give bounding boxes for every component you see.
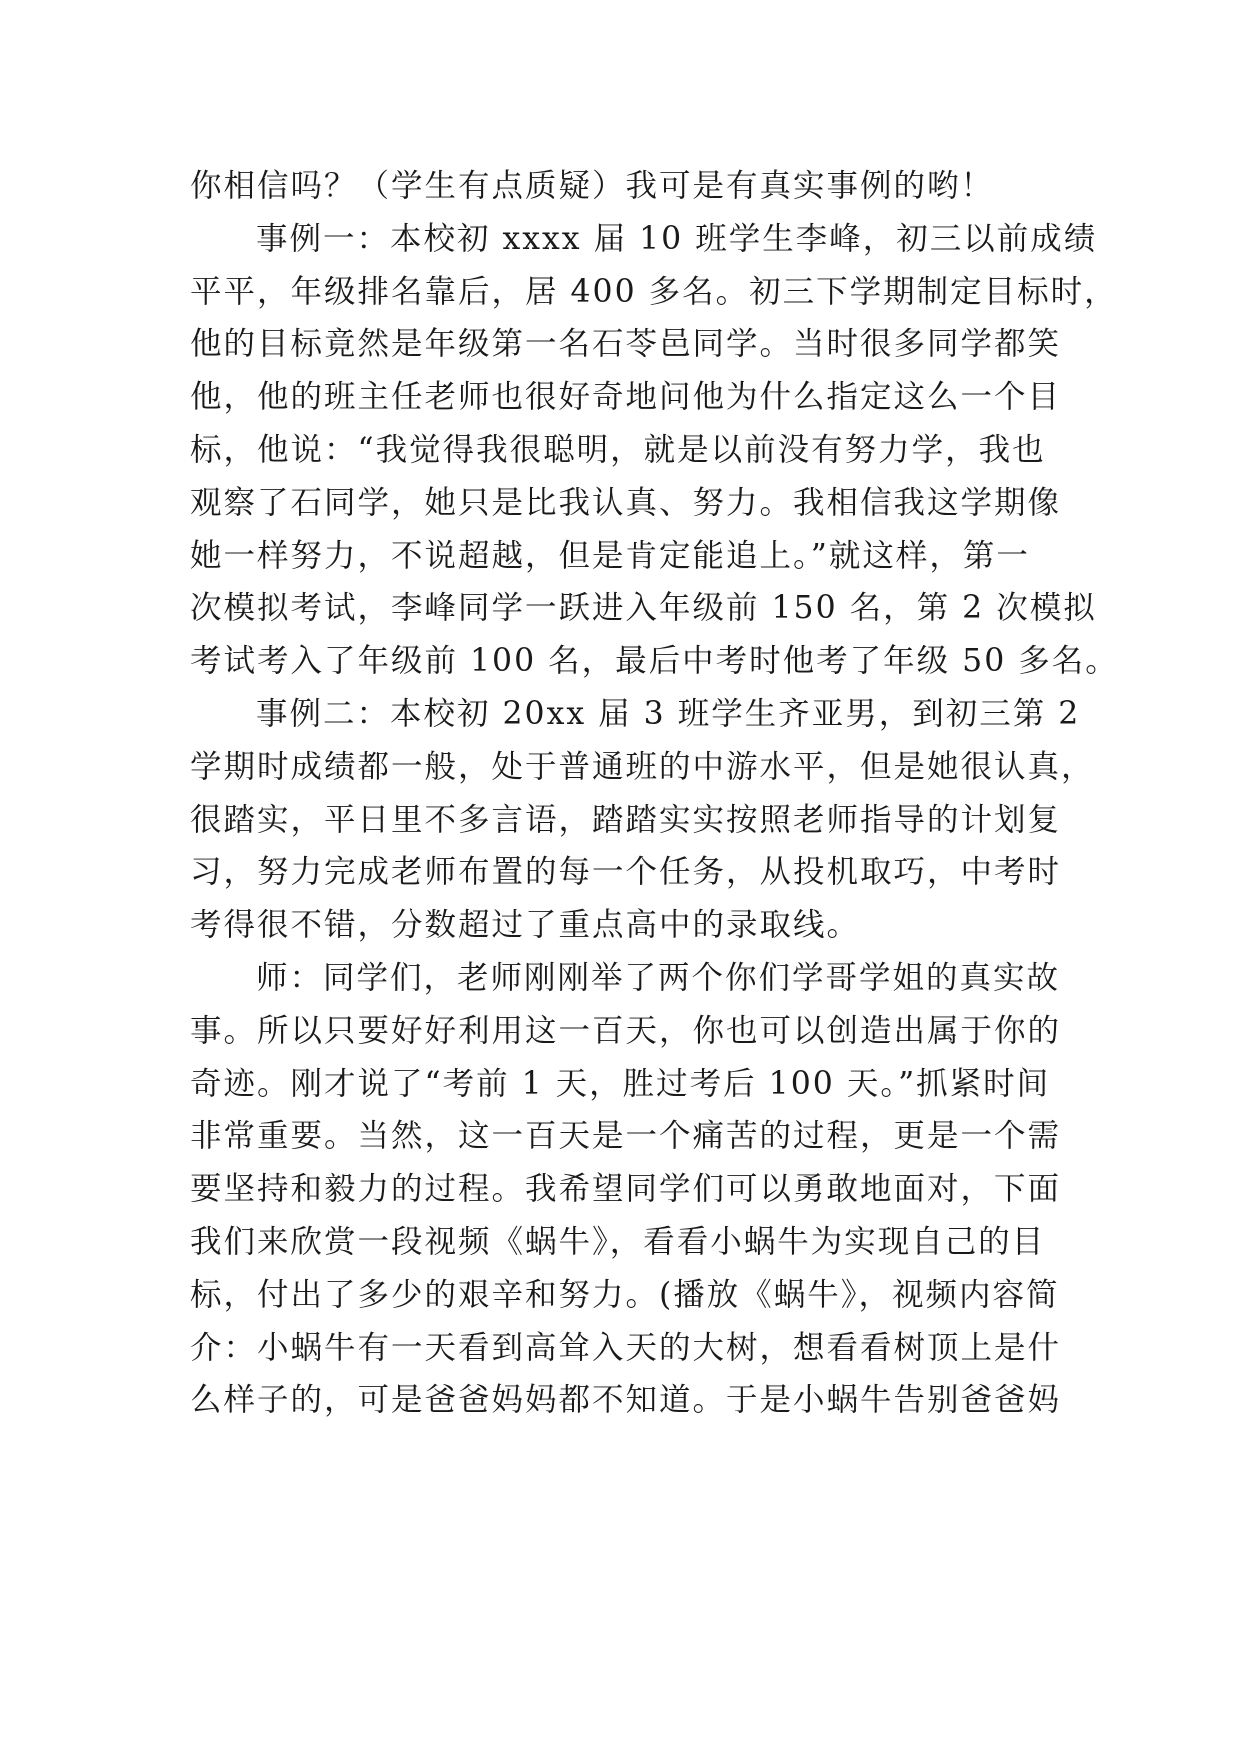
text-line: 介：小蜗牛有一天看到高耸入天的大树，想看看树顶上是什 (190, 1329, 1062, 1366)
text-line: 观察了石同学，她只是比我认真、努力。我相信我这学期像 (190, 484, 1062, 521)
text-line: 次模拟考试，李峰同学一跃进入年级前 150 名，第 2 次模拟 (190, 590, 1097, 627)
text-line: 考得很不错，分数超过了重点高中的录取线。 (190, 907, 861, 944)
text-line: 事例二：本校初 20xx 届 3 班学生齐亚男，到初三第 2 (256, 695, 1081, 732)
text-line: 习，努力完成老师布置的每一个任务，从投机取巧，中考时 (190, 854, 1062, 891)
text-line: 事例一：本校初 xxxx 届 10 班学生李峰，初三以前成绩 (256, 220, 1098, 257)
text-line: 么样子的，可是爸爸妈妈都不知道。于是小蜗牛告别爸爸妈 (190, 1382, 1062, 1419)
text-line: 她一样努力，不说超越，但是肯定能追上。”就这样，第一 (190, 537, 1030, 574)
text-line: 你相信吗？（学生有点质疑）我可是有真实事例的哟！ (190, 168, 995, 204)
text-line: 他的目标竟然是年级第一名石苓邑同学。当时很多同学都笑 (190, 326, 1062, 363)
text-line: 我们来欣赏一段视频《蜗牛》，看看小蜗牛为实现自己的目 (190, 1223, 1046, 1260)
text-line: 非常重要。当然，这一百天是一个痛苦的过程，更是一个需 (190, 1118, 1062, 1155)
text-line: 考试考入了年级前 100 名，最后中考时他考了年级 50 多名。 (190, 643, 1119, 680)
document-body (190, 160, 1119, 1427)
text-line: 他，他的班主任老师也很好奇地问他为什么指定这么一个目 (190, 379, 1062, 416)
text-line: 很踏实，平日里不多言语，踏踏实实按照老师指导的计划复 (190, 801, 1062, 838)
text-line: 标，付出了多少的艰辛和努力。(播放《蜗牛》，视频内容简 (190, 1276, 1060, 1313)
text-line: 学期时成绩都一般，处于普通班的中游水平，但是她很认真， (190, 748, 1095, 785)
text-line: 事。所以只要好好利用这一百天，你也可以创造出属于你的 (190, 1012, 1062, 1049)
text-line: 标，他说：“我觉得我很聪明，就是以前没有努力学，我也 (190, 431, 1046, 468)
text-line: 师：同学们，老师刚刚举了两个你们学哥学姐的真实故 (256, 959, 1061, 996)
text-line: 奇迹。刚才说了“考前 1 天，胜过考后 100 天。”抓紧时间 (190, 1065, 1051, 1102)
text-line: 要坚持和毅力的过程。我希望同学们可以勇敢地面对，下面 (190, 1171, 1062, 1208)
text-line: 平平，年级排名靠后，居 400 多名。初三下学期制定目标时， (190, 273, 1118, 310)
